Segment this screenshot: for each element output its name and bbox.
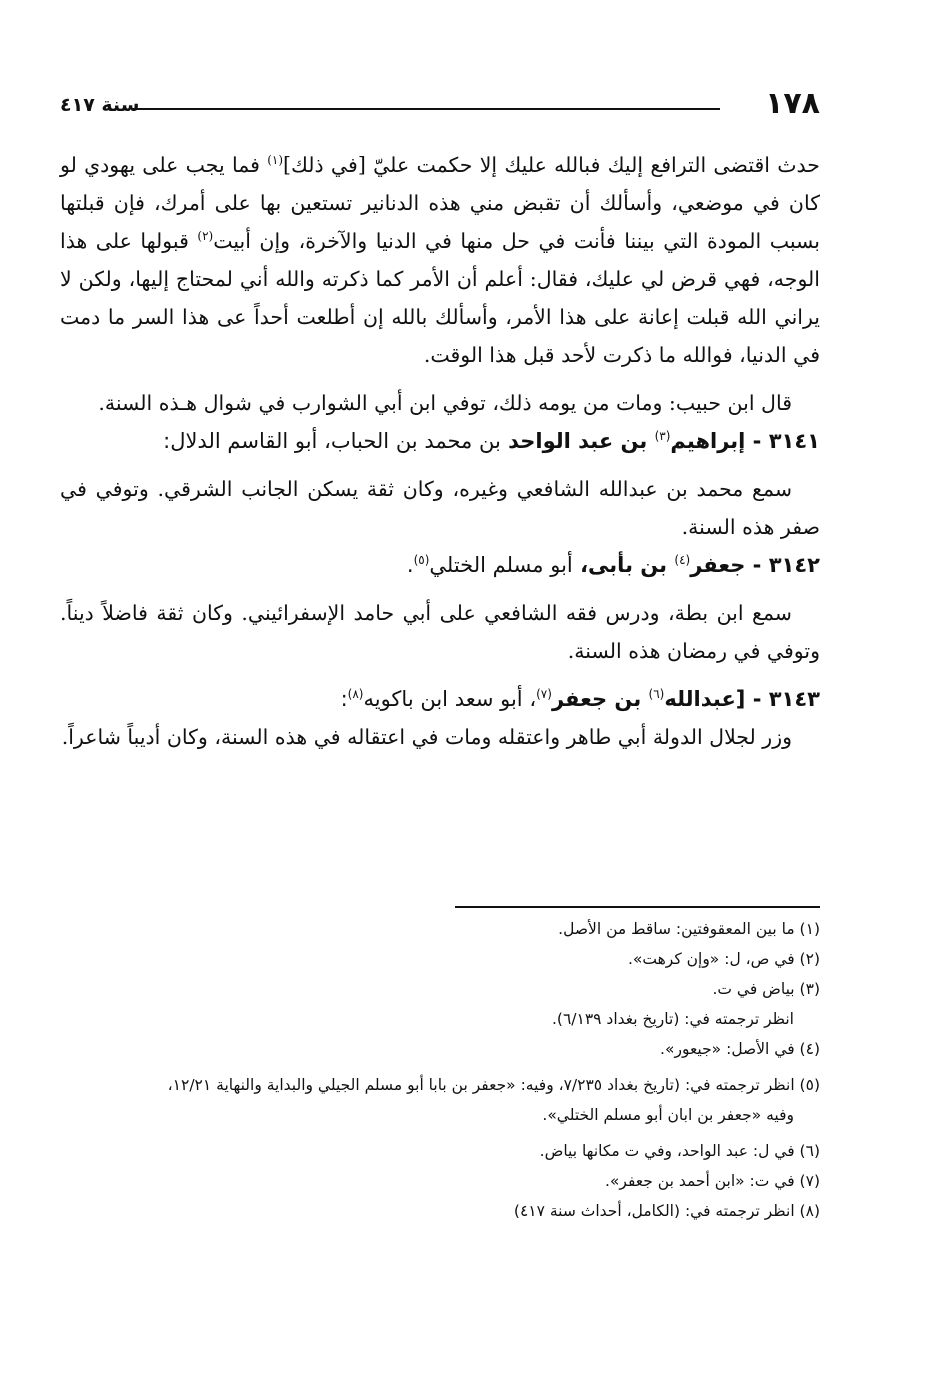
body-text bbox=[60, 146, 820, 756]
page-header bbox=[60, 86, 820, 126]
entry-heading-3143: ٣١٤٣ - [عبدالله$^{(٦)}$ بن جعفر$^{(٧)}$، أبو سعد ابن باكويه$^{(٨)}$: bbox=[340, 687, 820, 711]
paragraph-2: قال ابن حبيب: ومات من يومه ذلك، توفي ابن أبي الشوارب في شوال هـذه السنة. bbox=[98, 391, 792, 415]
footnote: (٢) في ص، ل: «وإن كرهت». bbox=[627, 950, 820, 968]
footnote-ref: (١) bbox=[267, 153, 284, 168]
footnote: انظر ترجمته في: (تاريخ بغداد ٦/١٣٩). bbox=[551, 1010, 794, 1028]
entry-heading-3142: ٣١٤٢ - جعفر$^{(٤)}$ بن بأبى، أبو مسلم الختلي$^{(٥)}$. bbox=[406, 553, 820, 577]
header-rule bbox=[132, 108, 720, 110]
footnote-ref: (٦) bbox=[648, 687, 665, 701]
footnote: وفيه «جعفر بن ابان أبو مسلم الختلي». bbox=[542, 1106, 794, 1124]
footnote: (٥) انظر ترجمته في: (تاريخ بغداد ٧/٢٣٥، وفيه: «جعفر بن بابا أبو مسلم الجيلي والبداية والنهاية ١٢/٢١، bbox=[167, 1076, 820, 1094]
footnote-ref: (٨) bbox=[347, 687, 364, 701]
footnote-ref: (٧) bbox=[536, 687, 552, 701]
footnote: (٤) في الأصل: «جيعور». bbox=[660, 1040, 820, 1058]
entry-heading-3141: ٣١٤١ - إبراهيم$^{(٣)}$ بن عبد الواحد بن محمد بن الحباب، أبو القاسم الدلال: bbox=[163, 429, 820, 453]
paragraph-3: سمع محمد بن عبدالله الشافعي وغيره، وكان ثقة يسكن الجانب الشرقي. وتوفي في صفر هذه السنة. bbox=[60, 477, 820, 539]
page-number: ١٧٨ bbox=[765, 86, 820, 121]
footnote: (١) ما بين المعقوفتين: ساقط من الأصل. bbox=[558, 920, 820, 938]
footnote-ref: (٥) bbox=[413, 553, 430, 567]
footnote: (٦) في ل: عبد الواحد، وفي ت مكانها بياض. bbox=[539, 1142, 820, 1160]
footnote: (٨) انظر ترجمته في: (الكامل، أحداث سنة ٤١٧) bbox=[513, 1202, 820, 1220]
paragraph-1: حدث اقتضى الترافع إليك فبالله عليك إلا حكمت عليّ [في ذلك]$^{(١)}$ فما يجب على يهودي لو كان في موضعي، وأسألك أن تقبض مني هذه الدنانير تستعين بها على أمرك، فإن قبلتها بسبب المودة التي بيننا فأنت في حل منها في الدنيا والآخرة، وإن أبيت$^{(٢)}$ قبولها على هذا الوجه، فهي قرض لي عليك، فقال: أعلم أن الأمر كما ذكرته والله أني لمحتاج إليها، ولكن لا يراني الله قبلت إعانة على هذا الأمر، وأسألك بالله إن أطلعت أحداً عى هذا السر ما دمت في الدنيا، فوالله ما ذكرت لأحد قبل هذا الوقت. bbox=[60, 153, 820, 367]
footnote: (٣) بياض في ت. bbox=[712, 980, 820, 998]
paragraph-4: سمع ابن بطة، ودرس فقه الشافعي على أبي حامد الإسفرائيني. وكان ثقة فاضلاً ديناً. وتوفي في رمضان هذه السنة. bbox=[60, 601, 820, 663]
paragraph-5: وزر لجلال الدولة أبي طاهر واعتقله ومات في اعتقاله في هذه السنة، وكان أديباً شاعراً. bbox=[61, 725, 792, 749]
footnotes bbox=[60, 914, 820, 1226]
footnote-ref: (٣) bbox=[654, 429, 671, 443]
footnote-separator bbox=[455, 906, 820, 908]
footnote-ref: (٤) bbox=[674, 553, 691, 567]
footnote-ref: (٢) bbox=[197, 229, 214, 244]
running-head: سنة ٤١٧ bbox=[60, 94, 140, 116]
footnote: (٧) في ت: «ابن أحمد بن جعفر». bbox=[604, 1172, 820, 1190]
